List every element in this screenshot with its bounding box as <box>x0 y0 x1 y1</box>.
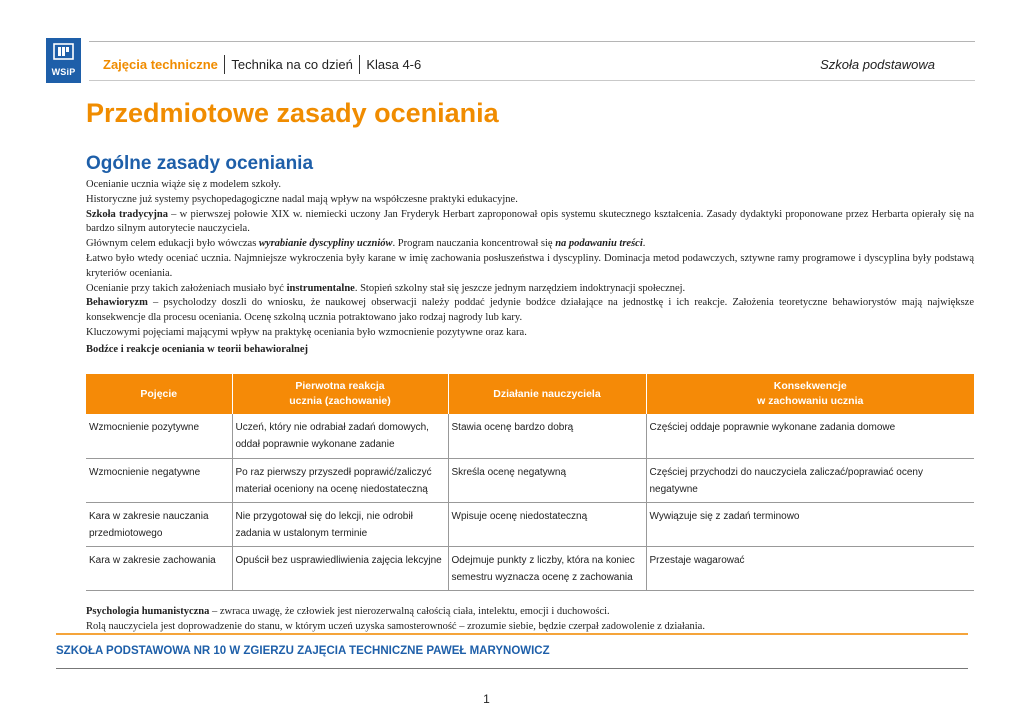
header-subject: Zajęcia techniczne <box>103 56 218 72</box>
cell-teacher-action: Odejmuje punkty z liczby, która na koniec semestru wyznacza ocenę z zachowania <box>448 546 646 590</box>
header-grade: Klasa 4-6 <box>366 56 422 72</box>
column-header: Pierwotna reakcja ucznia (zachowanie) <box>232 374 448 414</box>
paragraph: Rolą nauczyciela jest doprowadzenie do stanu, w którym uczeń uzyska samosterowność – zrozumie siebie, będzie czerpał zadowolenie z działania. <box>86 620 705 632</box>
logo-text: WSiP <box>51 67 76 77</box>
behavioral-table <box>86 374 974 591</box>
body-text <box>86 178 974 341</box>
cell-consequence: Częściej przychodzi do nauczyciela zaliczać/poprawiać oceny negatywne <box>646 458 974 502</box>
cell-consequence: Wywiązuje się z zadań terminowo <box>646 502 974 546</box>
top-divider <box>89 41 975 42</box>
wsip-logo-icon <box>53 43 74 60</box>
table-row <box>86 502 974 546</box>
cell-concept: Wzmocnienie negatywne <box>86 458 232 502</box>
footer-title: SZKOŁA PODSTAWOWA NR 10 W ZGIERZU ZAJĘCIA TECHNICZNE PAWEŁ MARYNOWICZ <box>56 645 550 657</box>
cell-teacher-action: Stawia ocenę bardzo dobrą <box>448 414 646 458</box>
cell-reaction: Uczeń, który nie odrabiał zadań domowych, oddał poprawnie wykonane zadanie <box>232 414 448 458</box>
paragraph: Szkoła tradycyjna – w pierwszej połowie XIX w. niemiecki uczony Jan Fryderyk Herbart zaproponował opis systemu skutecznego kształcenia. Zasady dydaktyki proponowane przez Herbarta opierały się na bardzo silnym autorytecie nauczyciela. <box>86 208 974 235</box>
wsip-logo <box>46 38 81 83</box>
header-school-type: Szkoła podstawowa <box>820 56 935 72</box>
section-title: Ogólne zasady oceniania <box>86 153 314 174</box>
page-header <box>103 54 935 74</box>
cell-concept: Wzmocnienie pozytywne <box>89 422 200 433</box>
paragraph: Ocenianie ucznia wiąże się z modelem szkoły. <box>86 179 281 190</box>
column-header: Konsekwencje w zachowaniu ucznia <box>646 374 974 414</box>
paragraph: Łatwo było wtedy oceniać ucznia. Najmniejsze wykroczenia były karane w imię zachowania posłuszeństwa i dyscypliny. Dominacja metod podawczych, sztywne ramy programowe i dyscyplina były podstawą kryteriów oceniania. <box>86 252 974 279</box>
table-caption: Bodźce i reakcje oceniania w teorii behawioralnej <box>86 344 309 355</box>
paragraph: Ocenianie przy takich założeniach musiało być instrumentalne. Stopień szkolny stał się jeszcze jednym narzędziem indoktrynacji społecznej. <box>86 282 686 294</box>
header-separator <box>359 55 361 74</box>
table-row <box>86 546 974 590</box>
paragraph: Psychologia humanistyczna – zwraca uwagę, że człowiek jest nierozerwalną całością ciała, intelektu, emocji i duchowości. <box>86 606 610 617</box>
paragraph: Historyczne już systemy psychopedagogiczne nadal mają wpływ na współczesne praktyki edukacyjne. <box>86 193 518 205</box>
page-title: Przedmiotowe zasady oceniania <box>86 98 499 128</box>
header-divider <box>89 80 975 81</box>
column-header: Pojęcie <box>86 374 232 414</box>
column-header: Działanie nauczyciela <box>448 374 646 414</box>
page-number: 1 <box>483 692 490 706</box>
cell-consequence: Przestaje wagarować <box>646 546 974 590</box>
cell-teacher-action: Skreśla ocenę negatywną <box>448 458 646 502</box>
table-header-row <box>86 374 974 414</box>
paragraph: Kluczowymi pojęciami mającymi wpływ na praktykę oceniania było wzmocnienie pozytywne oraz kara. <box>86 326 527 338</box>
cell-reaction: Po raz pierwszy przyszedł poprawić/zaliczyć materiał oceniony na ocenę niedostateczną <box>232 458 448 502</box>
cell-concept: Kara w zakresie nauczania przedmiotowego <box>86 502 232 546</box>
header-series: Technika na co dzień <box>231 56 353 72</box>
paragraph: Głównym celem edukacji było wówczas wyrabianie dyscypliny uczniów. Program nauczania koncentrował się na podawaniu treści. <box>86 238 646 250</box>
cell-reaction: Nie przygotował się do lekcji, nie odrobił zadania w ustalonym terminie <box>232 502 448 546</box>
cell-concept: Kara w zakresie zachowania <box>86 546 232 590</box>
footer-divider <box>56 668 968 669</box>
closing-text <box>86 605 974 635</box>
header-separator <box>224 55 226 74</box>
footer-accent-divider <box>56 633 968 635</box>
cell-reaction: Opuścił bez usprawiedliwienia zajęcia lekcyjne <box>232 546 448 590</box>
table-row <box>86 414 974 458</box>
table-row <box>86 458 974 502</box>
cell-consequence: Częściej oddaje poprawnie wykonane zadania domowe <box>646 414 974 458</box>
cell-teacher-action: Wpisuje ocenę niedostateczną <box>448 502 646 546</box>
paragraph: Behawioryzm – psycholodzy doszli do wniosku, że naukowej obserwacji należy poddać jedynie bodźce działające na jednostkę i ich reakcje. Założenia teoretyczne behawiorystów mają największe konsekwencje dla procesu oceniania. Ocenę szkolną ucznia potraktowano jako rodzaj nagrody lub kary. <box>86 297 974 324</box>
